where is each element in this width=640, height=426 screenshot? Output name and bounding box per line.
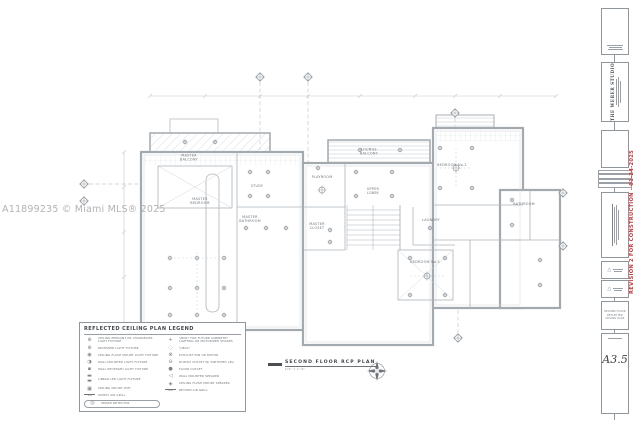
floor-outlet-icon: ● (168, 366, 173, 373)
room-label: PLAYROOM (311, 175, 333, 179)
flush-mount-light-icon: ◉ (87, 352, 92, 359)
titleblock-empty-box (601, 130, 629, 168)
architect-name-rotated (604, 62, 626, 122)
title-text-group (285, 360, 376, 371)
legend-title: REFLECTED CEILING PLAN LEGEND (84, 326, 241, 335)
warning-triangle-icon: △ (607, 266, 612, 273)
room-label: UPPER LOBBY (366, 187, 380, 196)
legend-item-label: LINEAR LED LIGHT FIXTURE (98, 376, 141, 381)
room-label: BEDROOM No.3 (410, 260, 440, 264)
seal-box (601, 280, 629, 298)
legend-item (165, 374, 241, 379)
legend-item (84, 387, 160, 392)
wall-mounted-light-icon: ◑ (87, 359, 92, 366)
legend-item (165, 389, 241, 393)
ceiling-wifi-icon: ▣ (87, 385, 92, 392)
revision-row (598, 183, 632, 188)
room-label: LAUNDRY (422, 218, 440, 222)
legend-item-label: EXHAUST FAN OR MOTOR (179, 352, 219, 357)
titleblock-joint (614, 55, 615, 62)
room-label: STUDY (250, 184, 264, 188)
legend-item-label: "J-BOX" (179, 345, 191, 350)
legend-column-left (84, 337, 160, 408)
room-label: BATHROOM (513, 202, 535, 206)
title-bar-mark (268, 363, 282, 366)
sheet-title-box (601, 301, 629, 330)
room-label: BEDROOM No.2 (437, 163, 467, 167)
drawing-title-block (268, 360, 376, 371)
legend-item-label: CEILING FLUSH MOUNT LIGHT FIXTURE (98, 352, 159, 357)
legend-column-right (165, 337, 241, 408)
legend-item (84, 337, 160, 344)
legend-item (84, 374, 160, 384)
titleblock-joint (614, 414, 615, 420)
legend-item-label: SUPPLY AIR GRILL (98, 392, 126, 397)
legend-item-label: CEILING MOUNT WIFI (98, 386, 131, 391)
legend-item-label: RECESSED LIGHT FIXTURE (98, 345, 139, 350)
room-label: MASTER BATHROOM (239, 215, 261, 224)
sheet-number-box (601, 333, 629, 414)
legend-item (165, 346, 241, 351)
legend-item-label: RETURN AIR GRILL (179, 387, 208, 392)
legend-item (84, 353, 160, 358)
exhaust-fan-icon: ⊗ (168, 352, 173, 359)
linear-led-icon: ▬ ▬ (87, 373, 92, 385)
mls-watermark: A11899235 © Miami MLS® 2025 (2, 204, 166, 215)
firm-name: THE WEBER STUDIO (609, 62, 615, 122)
legend-item (165, 337, 241, 344)
titleblock-joint (614, 122, 615, 130)
recessed-light-icon: ⊕ (87, 345, 92, 352)
room-label: LOUNGE BALCONY (360, 147, 378, 156)
legend-item-label: FLOOR OUTLET (179, 367, 203, 372)
sheet-number: A3.5 (602, 353, 628, 366)
legend-item-label: CEILING PENDANT OR CHANDELIER LIGHT FIXTURE (98, 336, 153, 344)
warning-triangle-icon: △ (607, 285, 612, 292)
ceiling-speaker-icon: ◈ (168, 380, 173, 387)
legend-item-label: CEILING FLUSH MOUNT SPEAKER (179, 381, 230, 386)
smoke-detector-icon: ◎ (90, 400, 95, 407)
legend-item (165, 367, 241, 372)
legend-item (165, 360, 241, 365)
legend-item-label: DUPLEX OUTLET W/ SWITCHED LEG (179, 360, 234, 364)
room-label: MASTER BALCONY (180, 153, 198, 162)
legend-columns (84, 337, 241, 408)
jbox-future-icon: + (168, 336, 173, 343)
revision-stamp: REVISION 2 FOR CONSTRUCTION - 01-24-2025 (629, 150, 635, 294)
legend-item (165, 353, 241, 358)
titleblock-joint (614, 330, 615, 333)
legend-item-label: WALL MOUNTED LIGHT FIXTURE (98, 360, 148, 364)
legend-item (84, 400, 160, 408)
titleblock-joint (614, 188, 615, 192)
titleblock-joint (614, 298, 615, 301)
plan-scale: 1/4" = 1'-0" (285, 367, 306, 372)
project-info-rotated (605, 195, 625, 255)
legend-item (84, 394, 160, 398)
sheet-title-line: CEILING PLAN (605, 317, 625, 321)
sheet-title-line: SECOND FLOOR (604, 310, 626, 314)
legend-item-label: SMOKE DETECTOR (101, 400, 130, 405)
legend-item (84, 367, 160, 372)
legend-item-label: "JBOX" FOR FUTURE CABINETRY LIGHTING OR MOTORIZED SHADES (179, 336, 233, 344)
titleblock-consultant-box (601, 8, 629, 55)
sheet-title-line: REFLECTED (607, 313, 623, 317)
legend-item-label: WALL MOUNTED SPEAKER (179, 374, 220, 379)
legend-item (84, 360, 160, 365)
room-label: MASTER BEDROOM (190, 197, 210, 206)
rcp-legend (79, 322, 246, 412)
jbox-icon: ◌ (168, 345, 173, 352)
return-air-grill-icon: R/A (165, 389, 176, 393)
pendant-light-icon: ⊕ (87, 336, 92, 343)
legend-item (165, 382, 241, 387)
wall-speaker-icon: ◁ (168, 373, 173, 380)
room-label: MASTER CLOSET (309, 222, 325, 231)
seal-box (601, 261, 629, 279)
wall-recessed-light-icon: ▪ (87, 366, 92, 373)
supply-air-grill-icon: S/A (84, 394, 95, 398)
duplex-outlet-icon: ⊖ (168, 359, 173, 366)
legend-item-label: WALL RECESSED LIGHT FIXTURE (98, 367, 149, 372)
plan-title: SECOND FLOOR RCP PLAN (285, 360, 376, 365)
legend-item (84, 346, 160, 351)
